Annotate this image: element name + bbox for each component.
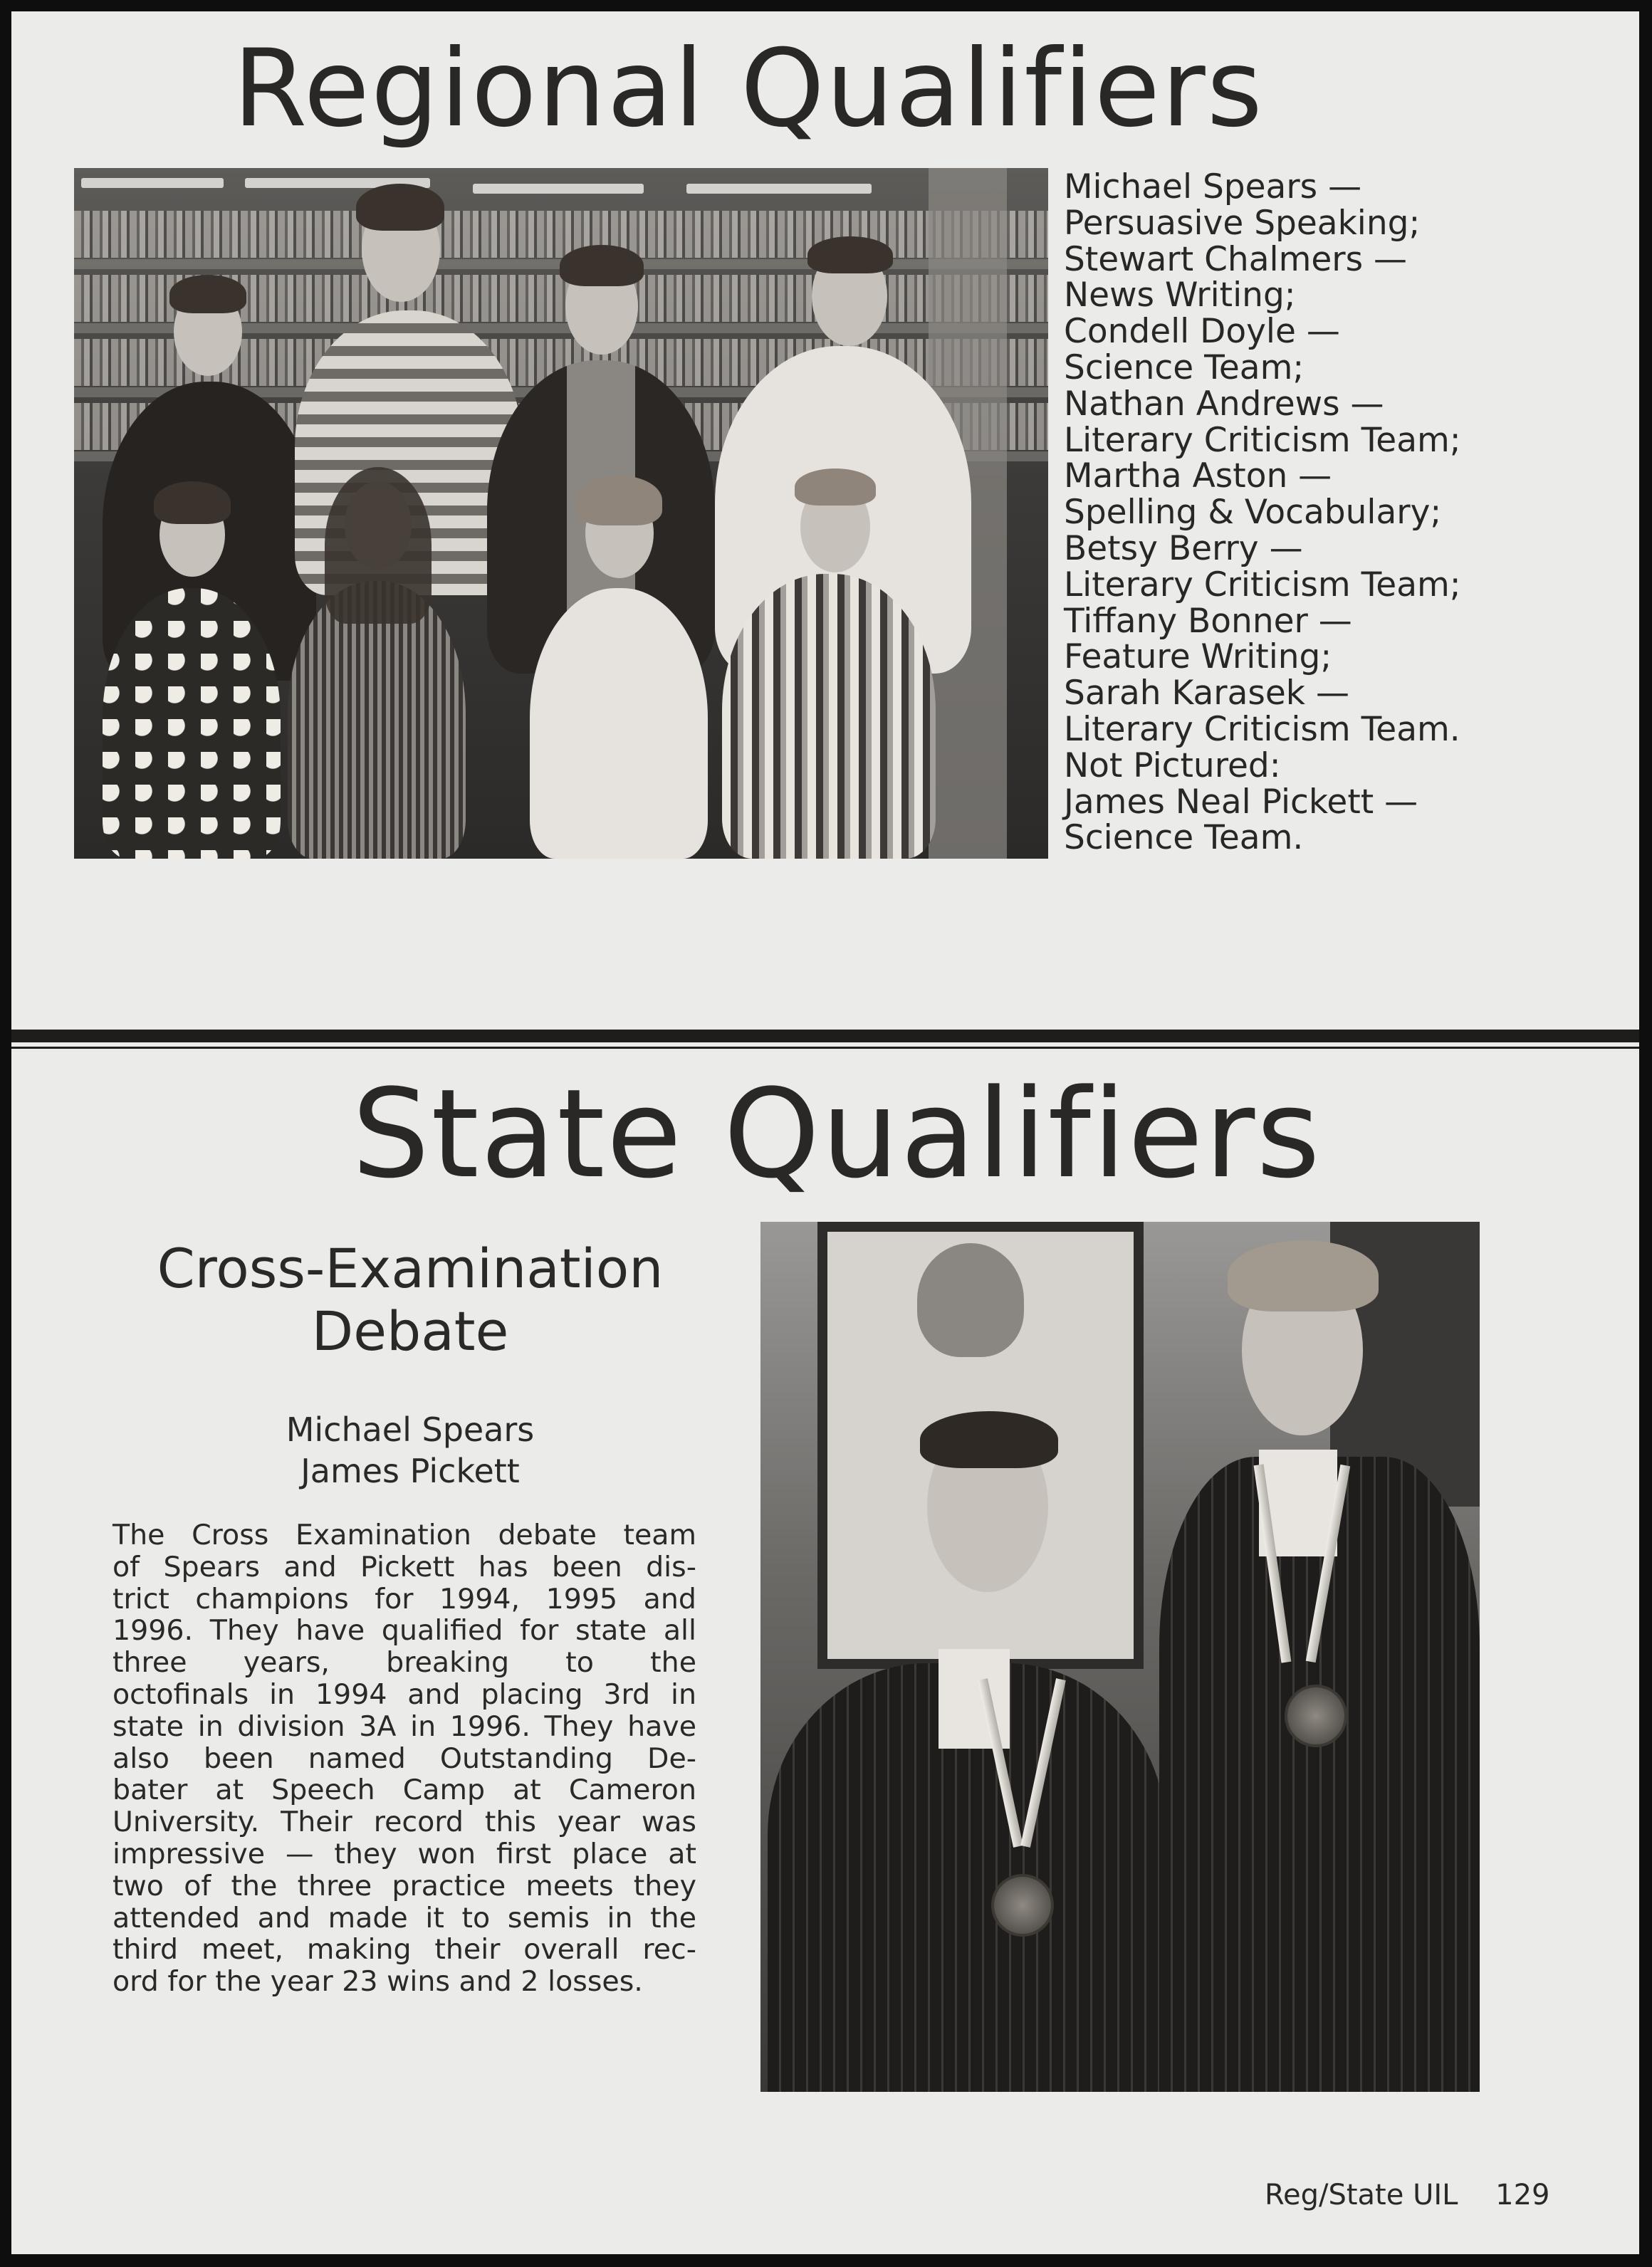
- debater-name: Michael Spears: [286, 1410, 535, 1449]
- caption-line: Tiffany Bonner —: [1064, 601, 1352, 641]
- body-line: bater at Speech Camp at Cameron: [113, 1774, 696, 1807]
- event-heading-line: Cross-Examination: [157, 1237, 664, 1300]
- caption-line: Martha Aston —: [1064, 456, 1332, 496]
- caption-line: Science Team;: [1064, 347, 1305, 387]
- caption-line: Feature Writing;: [1064, 637, 1332, 677]
- body-line: trict champions for 1994, 1995 and: [113, 1582, 696, 1616]
- caption-line: Betsy Berry —: [1064, 528, 1303, 568]
- body-line: third meet, making their overall rec-: [113, 1933, 696, 1967]
- body-line: attended and made it to semis in the: [113, 1901, 696, 1934]
- body-line: state in division 3A in 1996. They have: [113, 1710, 696, 1743]
- caption-line: Michael Spears —: [1064, 167, 1362, 206]
- body-line: two of the three practice meets they: [113, 1869, 696, 1902]
- caption-line: Literary Criticism Team;: [1064, 565, 1461, 604]
- caption-line: Science Team.: [1064, 818, 1304, 858]
- caption-line: Stewart Chalmers —: [1064, 239, 1408, 279]
- regional-qualifiers-caption: [1064, 169, 1633, 857]
- page-folio: [1265, 2179, 1550, 2211]
- regional-qualifiers-title: Regional Qualifiers: [233, 27, 1264, 151]
- event-heading: [54, 1237, 766, 1363]
- caption-line: Sarah Karasek —: [1064, 674, 1349, 713]
- debate-article-body: [113, 1519, 696, 1998]
- body-line: University. Their record this year was: [113, 1806, 696, 1839]
- caption-line: James Neal Pickett —: [1064, 782, 1418, 822]
- body-line: also been named Outstanding De-: [113, 1742, 696, 1775]
- section-divider: [11, 1030, 1639, 1042]
- regional-qualifiers-group-photo: [74, 168, 1048, 859]
- body-line: impressive — they won first place at: [113, 1837, 696, 1870]
- caption-line: Persuasive Speaking;: [1064, 203, 1421, 243]
- body-line: ord for the year 23 wins and 2 losses.: [113, 1965, 643, 1999]
- body-line: 1996. They have qualified for state all: [113, 1614, 696, 1648]
- yearbook-page: [11, 11, 1639, 2254]
- debater-names: [54, 1409, 766, 1492]
- state-qualifiers-title: State Qualifiers: [352, 1062, 1322, 1205]
- body-line: three years, breaking to the: [113, 1646, 696, 1680]
- caption-line: News Writing;: [1064, 276, 1296, 315]
- page-number: 129: [1495, 2179, 1550, 2211]
- caption-line: Not Pictured:: [1064, 745, 1281, 785]
- body-line: of Spears and Pickett has been dis-: [113, 1550, 696, 1583]
- body-line: The Cross Examination debate team: [113, 1519, 696, 1551]
- debater-name: James Pickett: [300, 1452, 520, 1490]
- caption-line: Nathan Andrews —: [1064, 384, 1384, 424]
- caption-line: Literary Criticism Team;: [1064, 420, 1461, 460]
- state-qualifiers-debate-photo: [760, 1222, 1480, 2092]
- event-heading-line: Debate: [311, 1299, 509, 1363]
- caption-line: Condell Doyle —: [1064, 312, 1340, 352]
- section-divider-thin: [11, 1047, 1639, 1049]
- caption-line: Literary Criticism Team.: [1064, 709, 1460, 749]
- folio-section-label: Reg/State UIL: [1265, 2179, 1458, 2211]
- body-line: octofinals in 1994 and placing 3rd in: [113, 1677, 696, 1711]
- caption-line: Spelling & Vocabulary;: [1064, 493, 1442, 533]
